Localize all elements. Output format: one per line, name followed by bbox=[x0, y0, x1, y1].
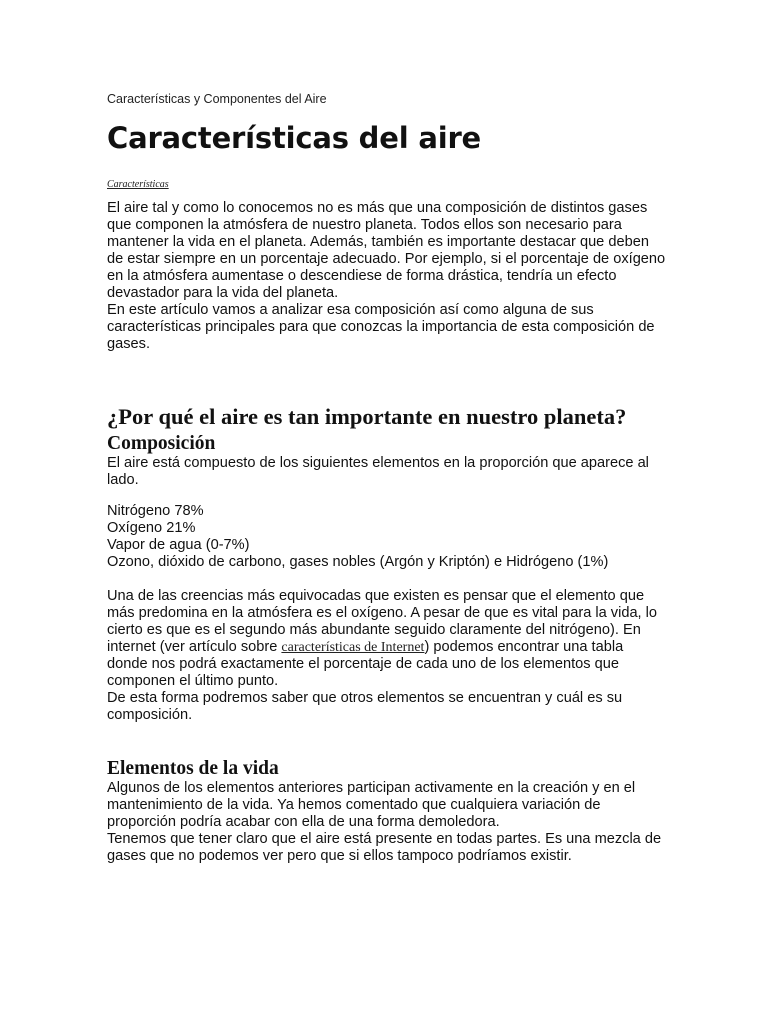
document-header: Características y Componentes del Aire bbox=[107, 92, 327, 106]
intro-line: El aire tal y como lo conocemos no es más que una composición de distintos gases bbox=[107, 200, 648, 216]
section-heading-composition: Composición bbox=[107, 433, 216, 454]
paragraph-line: De esta forma podremos saber que otros elementos se encuentran y cuál es su bbox=[107, 690, 623, 706]
intro-line: devastador para la vida del planeta. bbox=[107, 285, 339, 301]
paragraph-line: Una de las creencias más equivocadas que existen es pensar que el elemento que bbox=[107, 588, 645, 604]
intro-line: características principales para que conozcas la importancia de esta composición de bbox=[107, 319, 655, 335]
section-heading-importance: ¿Por qué el aire es tan importante en nuestro planeta? bbox=[107, 404, 627, 429]
list-item: Vapor de agua (0-7%) bbox=[107, 537, 250, 553]
section-heading-life-elements: Elementos de la vida bbox=[107, 758, 279, 779]
intro-line: en la atmósfera aumentase o descendiese de forma drástica, tendría un efecto bbox=[107, 268, 617, 284]
paragraph-line: más predomina en la atmósfera es el oxígeno. A pesar de que es vital para la vida, lo bbox=[107, 605, 658, 621]
intro-line: que componen la atmósfera de nuestro planeta. Todos ellos son necesario para bbox=[107, 217, 622, 233]
paragraph-line: componen el último punto. bbox=[107, 673, 279, 689]
composition-element-list bbox=[107, 503, 608, 571]
characteristics-link[interactable]: Características bbox=[107, 179, 169, 190]
paragraph-line: Tenemos que tener claro que el aire está presente en todas partes. Es una mezcla de bbox=[107, 831, 662, 847]
composition-intro-line: El aire está compuesto de los siguientes elementos en la proporción que aparece al bbox=[107, 455, 649, 471]
list-item: Ozono, dióxido de carbono, gases nobles (Argón y Kriptón) e Hidrógeno (1%) bbox=[107, 554, 609, 570]
intro-line: En este artículo vamos a analizar esa composición así como alguna de sus bbox=[107, 302, 594, 318]
life-elements-paragraph bbox=[107, 780, 661, 865]
intro-line: mantener la vida en el planeta. Además, también es importante destacar que deben bbox=[107, 234, 649, 250]
intro-line: gases. bbox=[107, 336, 150, 352]
composition-intro bbox=[107, 455, 649, 489]
paragraph-line-with-link bbox=[107, 639, 657, 656]
list-item: Nitrógeno 78% bbox=[107, 503, 204, 519]
list-item: Oxígeno 21% bbox=[107, 520, 196, 536]
paragraph-line: composición. bbox=[107, 707, 193, 723]
composition-intro-line: lado. bbox=[107, 472, 139, 488]
paragraph-line: cierto es que es el segundo más abundante seguido claramente del nitrógeno). En bbox=[107, 622, 641, 638]
intro-line: de estar siempre en un porcentaje adecuado. Por ejemplo, si el porcentaje de oxígeno bbox=[107, 251, 666, 267]
paragraph-line: proporción podría acabar con ella de una forma demoledora. bbox=[107, 814, 500, 830]
paragraph-line: Algunos de los elementos anteriores participan activamente en la creación y en el bbox=[107, 780, 636, 796]
paragraph-line: donde nos podrá exactamente el porcentaje de cada uno de los elementos que bbox=[107, 656, 619, 672]
page-title: Características del aire bbox=[107, 121, 482, 155]
link-line-after: ) podemos encontrar una tabla bbox=[424, 639, 624, 655]
link-line-before: internet (ver artículo sobre bbox=[107, 639, 282, 655]
composition-paragraph bbox=[107, 588, 657, 724]
paragraph-line: gases que no podemos ver pero que si ellos tampoco podríamos existir. bbox=[107, 848, 572, 864]
intro-paragraph bbox=[107, 200, 665, 353]
internet-characteristics-link[interactable]: características de Internet bbox=[281, 640, 425, 655]
paragraph-line: mantenimiento de la vida. Ya hemos comentado que cualquiera variación de bbox=[107, 797, 601, 813]
